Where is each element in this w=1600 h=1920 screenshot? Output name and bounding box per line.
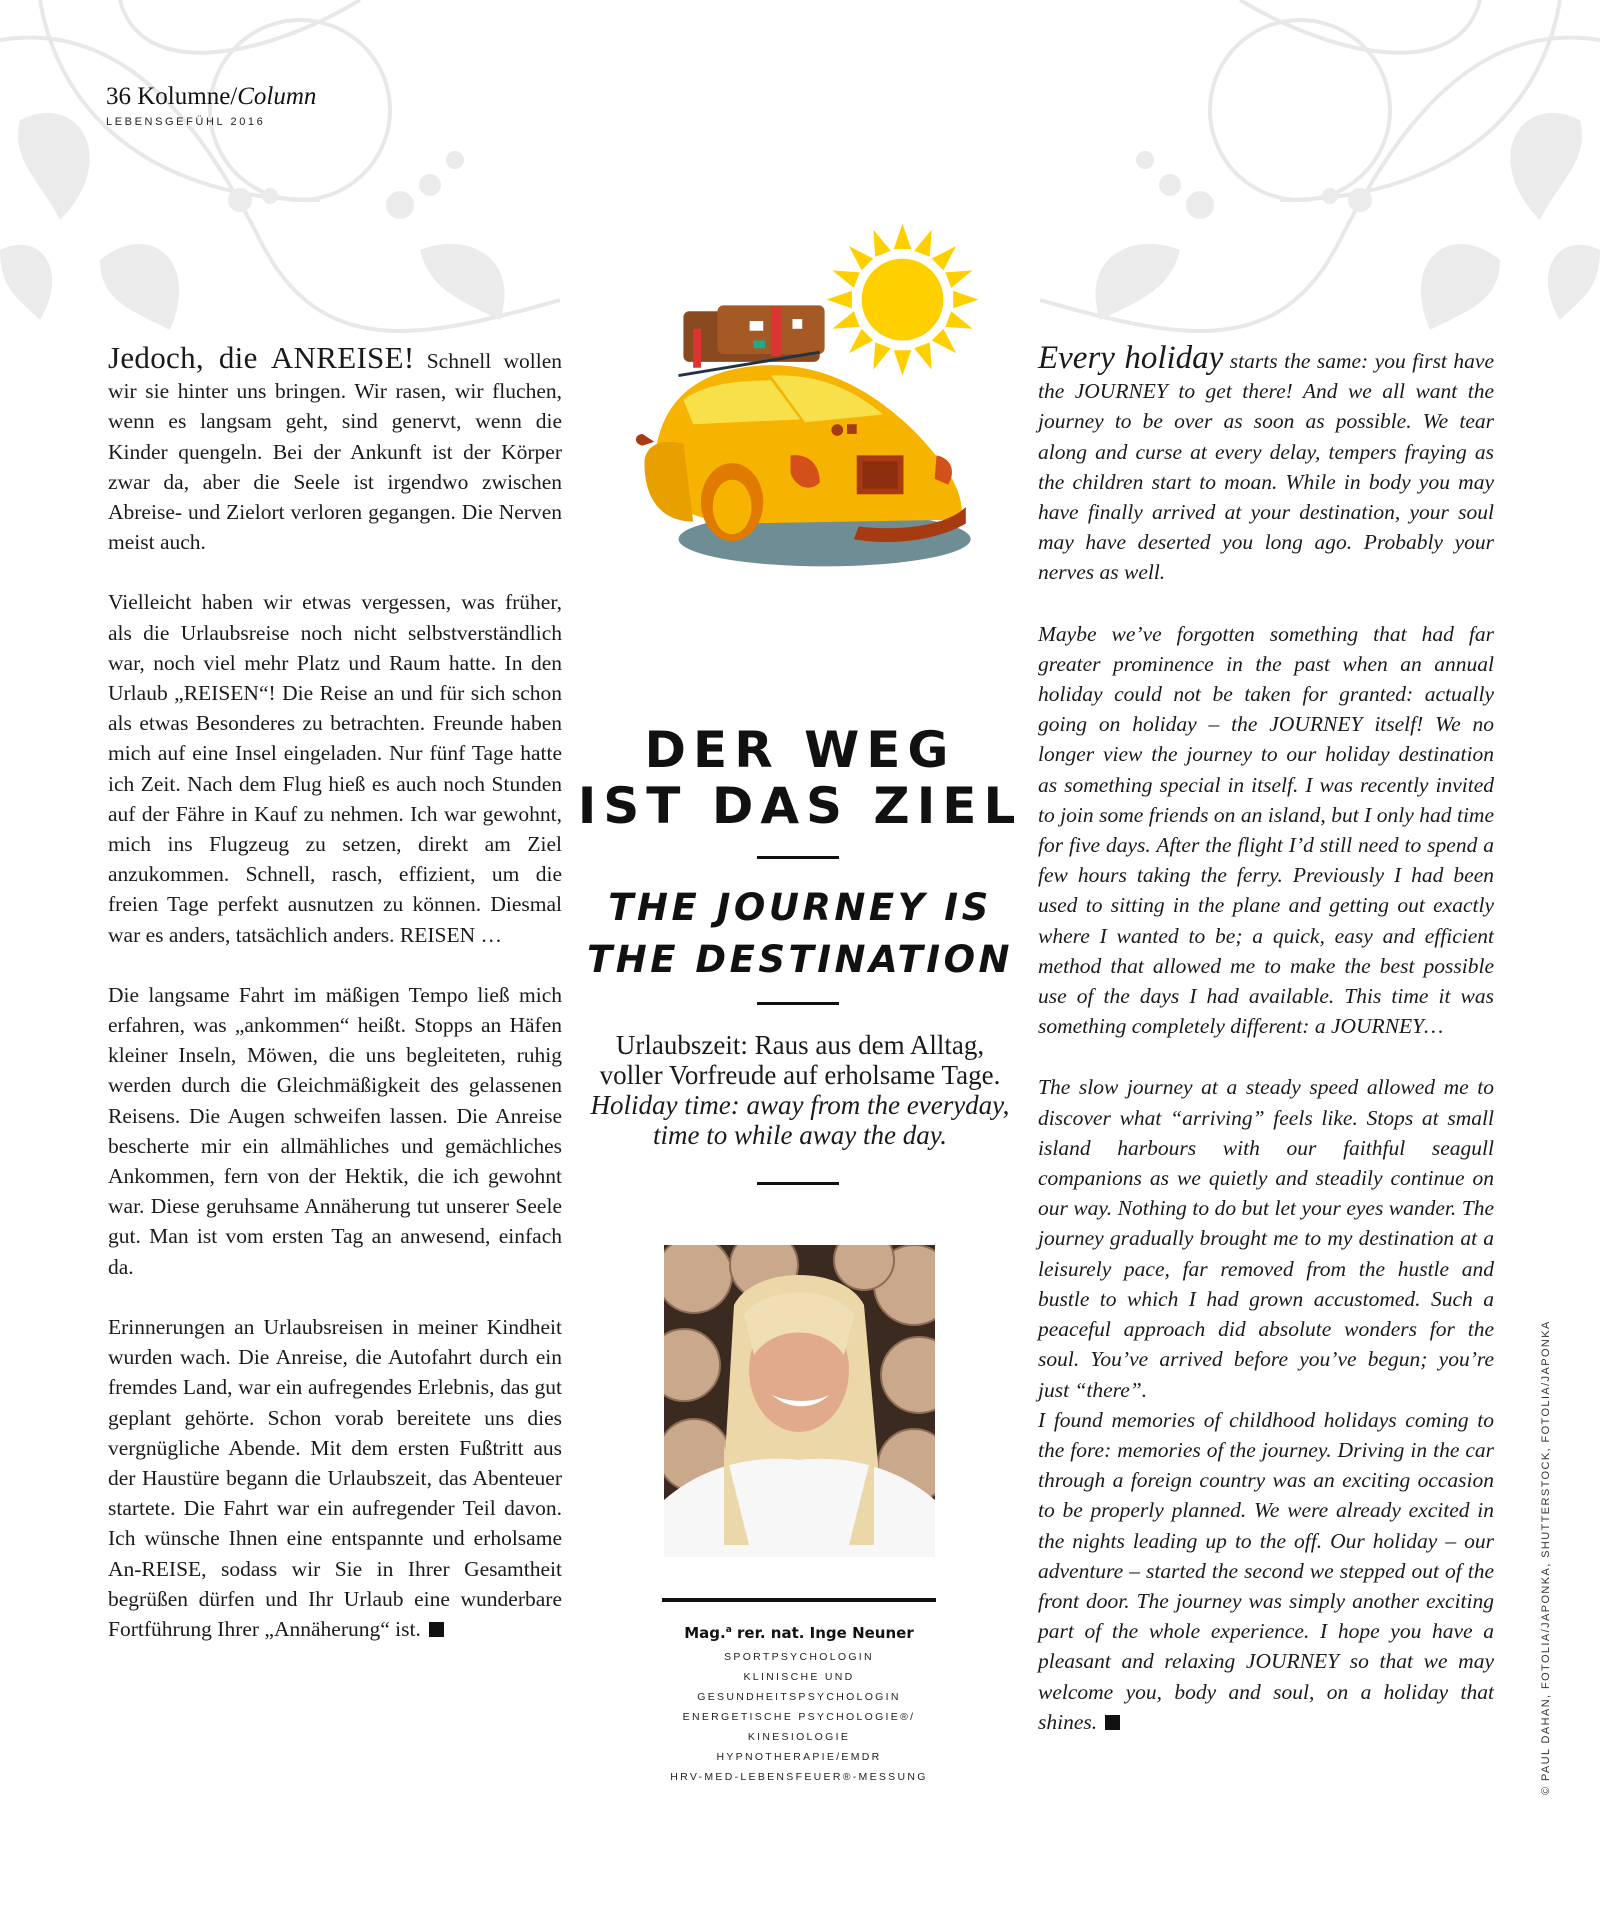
author-title: HYPNOTHERAPIE/EMDR: [716, 1751, 882, 1763]
paragraph: [1038, 340, 1494, 588]
car-sun-illustration: [625, 210, 995, 580]
author-name: [662, 1620, 936, 1643]
subhead-de-line1: Urlaubszeit: Raus aus dem Alltag,: [615, 1030, 985, 1060]
paragraph: Die langsame Fahrt im mäßigen Tempo ließ mich erfahren, was „ankommen“ heißt. Stopps an Häfen kleiner Inseln, Möwen, die uns begleiteten, ruhig werden durch die Gleichmäßigkeit des gelassenen Reisens. Die Augen schweifen lassen. Die Anreise bescherte mir ein allmähliches und gemächliches Ankommen, fern von der Hektik, die ich gewohnt war. Diese geruhsame Annäherung tut unserer Seele gut. Man ist vom ersten Tag an anwesend, einfach da.: [108, 982, 562, 1279]
page-header: [106, 82, 316, 128]
author-title: GESUNDHEITSPSYCHOLOGIN: [697, 1691, 901, 1703]
headline-en-line2: THE DESTINATION: [587, 938, 1013, 981]
end-mark-icon: [1105, 1715, 1120, 1730]
subhead-de-line2: voller Vorfreude auf erholsame Tage.: [599, 1060, 1001, 1090]
section-title: [106, 82, 316, 112]
photo-credit: © PAUL DAHAN, FOTOLIA/JAPONKA, SHUTTERSTOCK, FOTOLIA/JAPONKA: [1540, 1320, 1552, 1795]
headline-de-line2: IST DAS ZIEL: [577, 777, 1023, 835]
section-de: Kolumne: [137, 83, 231, 110]
headline-german: [560, 722, 1040, 834]
lead-in: Every holiday: [1038, 340, 1224, 376]
lead-in: Jedoch, die ANREISE!: [108, 340, 415, 375]
divider-rule: [662, 1598, 936, 1602]
divider-rule: [757, 856, 839, 859]
name-prefix: Mag.: [684, 1624, 726, 1642]
paragraph-text: Schnell wollen wir sie hinter uns bringen. Wir rasen, wir fluchen, wenn es langsam geht, sind genervt, wenn die Kinder quengeln. Bei der Ankunft ist der Körper zwar da, aber die Seele ist irgendwo zwischen Abreise- und Zielort verloren gegangen. Die Nerven meist auch.: [108, 349, 562, 555]
paragraph: Vielleicht haben wir etwas vergessen, was früher, als die Urlaubsreise noch nicht selbstverständlich war, noch viel mehr Platz und Raum hatte. In den Urlaub „REISEN“! Die Reise an und für sich schon als etwas Besonderes zu betrachten. Freunde haben mich auf eine Insel eingeladen. Nur fünf Tage hatte ich Zeit. Nach dem Flug hieß es auch noch Stunden auf der Fähre in Kauf zu nehmen. Ich war gewohnt, mich ins Flugzeug zu setzen, direkt am Ziel anzukommen. Schnell, rasch, effizient, um die freien Tage perfekt ausnutzen zu können. Diesmal war es anders, tatsächlich anders. REISEN …: [108, 590, 562, 947]
paragraph-text: Erinnerungen an Urlaubsreisen in meiner Kindheit wurden wach. Die Anreise, die Autofahrt durch ein fremdes Land, war ein aufregendes Erlebnis, das gut geplant gehörte. Schon vorab bereitete uns dies vergnügliche Abende. Mit dem ersten Fußtritt aus der Haustüre begann die Urlaubszeit, das Abenteuer startete. Die Fahrt war ein aufregender Teil davon. Ich wünsche Ihnen eine entspannte und erholsame An-REISE, sodass wir Sie in Ihrer Gesamtheit begrüßen dürfen und Ihr Urlaub eine wunderbare Fortführung Ihrer „Annäherung“ ist.: [108, 1314, 562, 1641]
separator: /: [230, 83, 238, 110]
headline-english: [560, 882, 1040, 986]
paragraph: Maybe we’ve forgotten something that had far greater prominence in the past when an annual holiday could not be taken for granted: actually going on holiday – the JOURNEY itself! We no longer view the journey to our holiday destination as something special in itself. I was recently invited to join some friends on an island, but I only had time for five days. After the flight I’d still need to spend a few hours taking the ferry. Previously I had been used to sitting in the plane and getting out exactly where I wanted to be; a quick, easy and efficient method that allowed me to make the best possible use of the days I had available. This time it was something completely different: a JOURNEY…: [1038, 621, 1494, 1039]
section-en: Column: [237, 83, 317, 110]
end-mark-icon: [429, 1622, 444, 1637]
author-title: ENERGETISCHE PSYCHOLOGIE®/: [682, 1711, 916, 1723]
author-bio: [662, 1598, 936, 1787]
name-rest: rer. nat. Inge Neuner: [731, 1624, 914, 1642]
page-number: 36: [106, 83, 131, 110]
paragraph: [108, 1312, 562, 1644]
floral-ornament-left: [0, 0, 560, 360]
floral-ornament-right: [1040, 0, 1600, 360]
publication-name: LEBENSGEFÜHL 2016: [106, 116, 266, 128]
suitcase-icon: [683, 305, 824, 367]
name-sup: a: [725, 1625, 732, 1635]
paragraph: [1038, 1405, 1494, 1737]
author-title: SPORTPSYCHOLOGIN: [724, 1651, 874, 1663]
sun-icon: [827, 224, 979, 376]
author-portrait: [664, 1245, 935, 1557]
car-icon: [636, 365, 966, 542]
divider-rule: [757, 1002, 839, 1005]
headline-de-line1: DER WEG: [644, 721, 956, 779]
paragraph: The slow journey at a steady speed allowed me to discover what “arriving” feels like. Stops at small island harbours with our faithful seagull companions as we quietly and steadily continue on our way. Nothing to do but let your eyes wander. The journey gradually brought me to my destination at a leisurely pace, far removed from the hustle and bustle to which I had grown accustomed. Such a peaceful approach did absolute wonders for the soul. You’ve arrived before you’ve begun; you’re just “there”.: [1038, 1075, 1494, 1402]
headline-en-line1: THE JOURNEY IS: [608, 886, 992, 929]
paragraph-text: I found memories of childhood holidays coming to the fore: memories of the journey. Driving in the car through a foreign country was an exciting occasion to be properly planned. We were already excited in the nights leading up to the off. Our holiday – our adventure – started the second we stepped out of the front door. The journey was simply another exciting part of the whole experience. I hope you have a pleasant and relaxing JOURNEY so that we may welcome you, body and soul, on a holiday that shines.: [1038, 1407, 1494, 1734]
article-english: [1038, 340, 1494, 1768]
divider-rule: [757, 1182, 839, 1185]
subheadline: [560, 1030, 1040, 1150]
portrait-image: [664, 1245, 935, 1557]
paragraph-text: starts the same: you first have the JOURNEY to get there! And we all want the journey to be over as soon as possible. We tear along and curse at every delay, tempers fraying as the children start to moan. While in body you may have finally arrived at your destination, your soul may have deserted you long ago. Probably your nerves as well.: [1038, 349, 1494, 585]
subhead-en-line2: time to while away the day.: [653, 1120, 947, 1150]
author-title: KLINISCHE UND: [743, 1671, 855, 1683]
author-title: KINESIOLOGIE: [747, 1731, 851, 1743]
article-german: [108, 340, 562, 1674]
subhead-en-line1: Holiday time: away from the everyday,: [590, 1090, 1010, 1120]
author-title: HRV-MED-LEBENSFEUER®-MESSUNG: [670, 1771, 928, 1783]
paragraph: [108, 340, 562, 557]
